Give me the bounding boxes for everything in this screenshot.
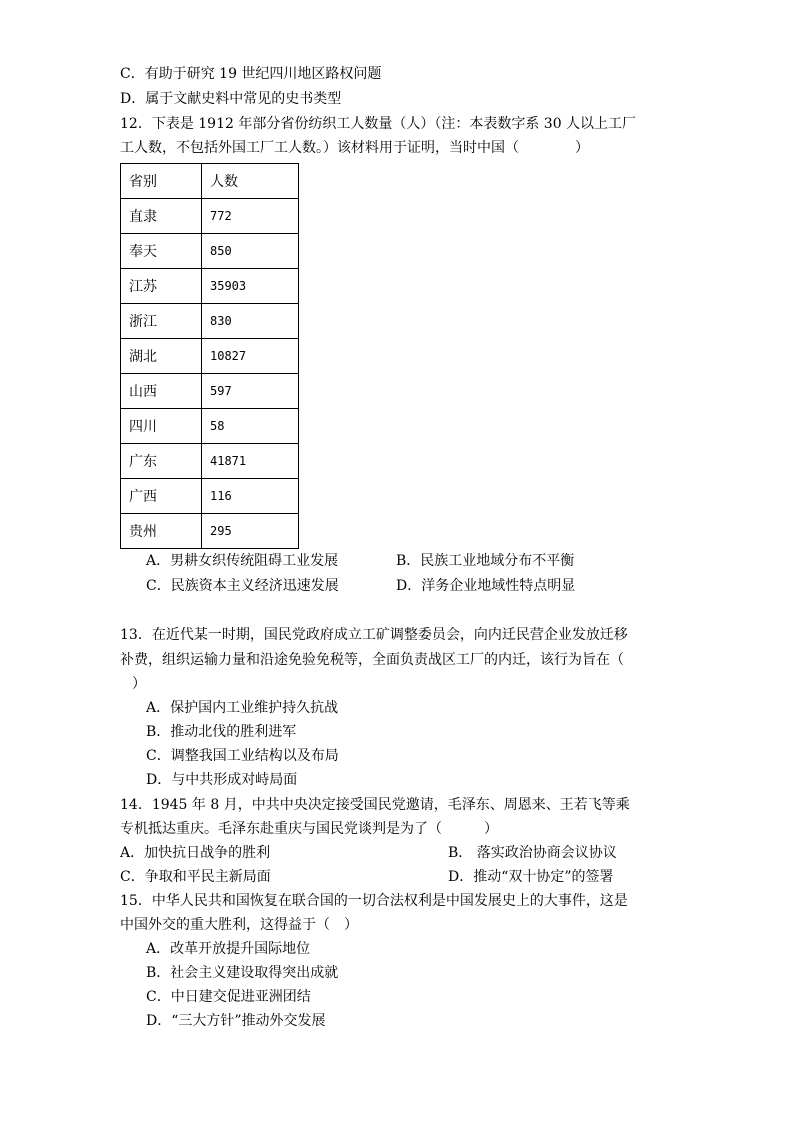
table-cell-count: 850 — [202, 234, 299, 269]
q12-option-a: A．男耕女织传统阻碍工业发展 — [146, 553, 339, 569]
table-cell-count: 58 — [202, 409, 299, 444]
q11-option-d: D．属于文献史料中常见的史书类型 — [120, 91, 342, 107]
q15-option-a: A．改革开放提升国际地位 — [146, 941, 311, 957]
table-cell-province: 贵州 — [121, 514, 202, 549]
table-cell-province: 直隶 — [121, 199, 202, 234]
q15-option-d: D．“三大方针”推动外交发展 — [146, 1013, 326, 1029]
table-row — [121, 339, 299, 374]
q11-option-c: C．有助于研究 19 世纪四川地区路权问题 — [120, 66, 382, 82]
table-cell-count: 10827 — [202, 339, 299, 374]
table-cell-count: 41871 — [202, 444, 299, 479]
table-cell-count: 830 — [202, 304, 299, 339]
table-cell-count: 772 — [202, 199, 299, 234]
q13-option-a: A．保护国内工业维护持久抗战 — [146, 700, 339, 716]
table-row — [121, 269, 299, 304]
q15-stem-line2: 中国外交的重大胜利，这得益于（ ） — [120, 917, 358, 933]
table-cell-province: 山西 — [121, 374, 202, 409]
q13-stem-line1: 13．在近代某一时期，国民党政府成立工矿调整委员会，向内迁民营企业发放迁移 — [120, 627, 628, 643]
table-cell-province: 奉天 — [121, 234, 202, 269]
q15-stem-line1: 15．中华人民共和国恢复在联合国的一切合法权利是中国发展史上的大事件，这是 — [120, 893, 628, 909]
table-row — [121, 304, 299, 339]
table-cell-province: 四川 — [121, 409, 202, 444]
q12-option-b: B．民族工业地域分布不平衡 — [396, 553, 575, 569]
table-cell-province: 江苏 — [121, 269, 202, 304]
table-row — [121, 514, 299, 549]
q14-option-d: D．推动“双十协定”的签署 — [448, 869, 614, 885]
q14-stem-line2: 专机抵达重庆。毛泽东赴重庆与国民党谈判是为了（ ） — [120, 821, 498, 837]
q13-stem-line3: ） — [132, 676, 146, 692]
table-row — [121, 234, 299, 269]
q14-option-a: A．加快抗日战争的胜利 — [120, 845, 271, 861]
q12-stem-line2: 工人数，不包括外国工厂工人数。）该材料用于证明，当时中国（ ） — [120, 140, 589, 156]
table-header-province: 省别 — [121, 164, 202, 199]
table-cell-count: 35903 — [202, 269, 299, 304]
table-header-count: 人数 — [202, 164, 299, 199]
table-cell-province: 湖北 — [121, 339, 202, 374]
table-cell-province: 广西 — [121, 479, 202, 514]
textile-workers-table — [120, 163, 299, 549]
table-row — [121, 199, 299, 234]
table-cell-count: 116 — [202, 479, 299, 514]
table-cell-count: 597 — [202, 374, 299, 409]
q14-stem-line1: 14．1945 年 8 月，中共中央决定接受国民党邀请，毛泽东、周恩来、王若飞等乘 — [120, 797, 630, 813]
q13-option-b: B．推动北伐的胜利进军 — [146, 724, 297, 740]
q15-option-b: B．社会主义建设取得突出成就 — [146, 965, 339, 981]
table-cell-count: 295 — [202, 514, 299, 549]
q13-option-c: C．调整我国工业结构以及布局 — [146, 748, 339, 764]
table-row — [121, 444, 299, 479]
q15-option-c: C．中日建交促进亚洲团结 — [146, 989, 311, 1005]
table-cell-province: 广东 — [121, 444, 202, 479]
q12-option-c: C．民族资本主义经济迅速发展 — [146, 578, 339, 594]
q12-stem-line1: 12．下表是 1912 年部分省份纺织工人数量（人）（注：本表数字系 30 人以上工厂 — [120, 116, 637, 132]
table-header-row — [121, 164, 299, 199]
q14-option-b: B． 落实政治协商会议协议 — [448, 845, 617, 861]
table-row — [121, 479, 299, 514]
q13-stem-line2: 补费，组织运输力量和沿途免验免税等，全面负责战区工厂的内迁，该行为旨在（ — [120, 652, 624, 668]
q13-option-d: D．与中共形成对峙局面 — [146, 772, 298, 788]
table-cell-province: 浙江 — [121, 304, 202, 339]
q12-option-d: D．洋务企业地域性特点明显 — [396, 578, 576, 594]
table-row — [121, 409, 299, 444]
q14-option-c: C．争取和平民主新局面 — [120, 869, 271, 885]
table-row — [121, 374, 299, 409]
